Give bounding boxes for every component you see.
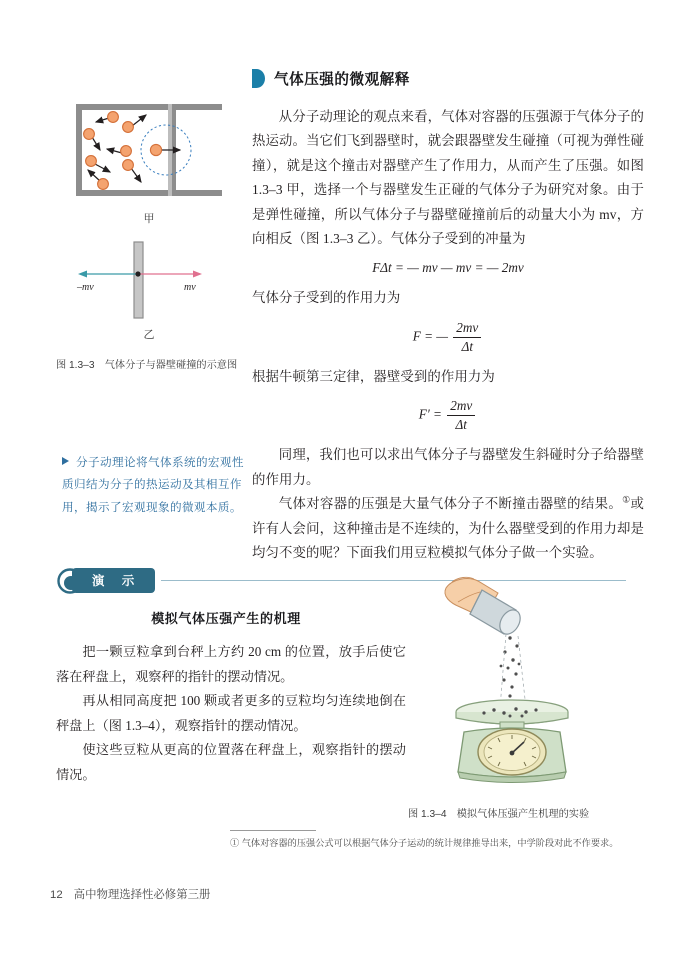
paragraph-4: 同理，我们也可以求出气体分子与器壁发生斜碰时分子给器壁的作用力。 [252,447,644,487]
paragraph-3: 根据牛顿第三定律，器壁受到的作用力为 [252,368,495,384]
book-title: 高中物理选择性必修第三册 [73,889,211,901]
page-footer [50,886,210,902]
gas-container-diagram [56,96,222,208]
falling-beans [500,636,521,703]
page-number: 12 [50,889,63,901]
scale-body [458,728,566,783]
footnote-marker: ① [622,494,631,505]
beans-scale-illustration [412,572,612,790]
main-column [252,68,644,566]
figure-133-group [56,96,242,342]
formula-reaction-numerator: 2mv [447,398,475,416]
paragraph-2: 气体分子受到的作用力为 [252,290,401,306]
formula-force-numerator: 2mv [453,320,481,338]
formula-force-lhs: F = — [412,328,448,344]
scale-pan [456,700,568,724]
formula-force-fraction [453,320,481,355]
demo-paragraph-1: 把一颗豆粒拿到台秤上方约 20 cm 的位置，放手后使它落在秤盘上，观察秤的指针的摆动情况。 [56,644,406,684]
paragraph-5 [252,492,644,566]
cup-icon [470,590,524,638]
formula-reaction-denominator: Δt [455,417,467,433]
figure-133-panel-a-label: 甲 [143,213,155,225]
side-note [62,452,244,519]
demo-badge-label: 演 示 [72,568,155,593]
demo-body [56,640,406,787]
figure-133-panel-a [56,96,222,208]
formula-reaction-fraction [447,398,475,433]
formula-impulse: FΔt = — mv — mv = — 2mv [372,260,524,276]
section-title: 气体压强的微观解释 [274,72,410,88]
footnote-text: ① 气体对容器的压强公式可以根据气体分子运动的统计规律推导出来，中学阶段对此不作要求。 [230,838,619,848]
figure-134 [412,572,612,790]
paragraph-1: 从分子动理论的观点来看，气体对容器的压强源于气体分子的热运动。当它们飞到器壁时，就会跟器壁发生碰撞（可视为弹性碰撞），就是这个撞击对器壁产生了作用力，从而产生了压强。如图 1.3–3 甲，选择一个与器壁发生正碰的气体分子为研究对象。由于是弹性碰撞，所以气体分子与器壁碰撞前后的动量大小为 mv，方向相反（图 1.3–3 乙）。气体分子受到的冲量为 [252,109,644,246]
figure-133-panel-b [56,240,222,332]
formula-force [252,320,644,355]
figure-134-caption: 图 1.3–4 模拟气体压强产生机理的实验 [408,809,590,820]
paragraph-5-text: 气体对容器的压强是大量气体分子不断撞击器壁的结果。①或许有人会问，这种撞击是不连续的，为什么器壁受到的作用力却是均匀不变的呢？下面我们用豆粒模拟气体分子做一个实验。 [252,494,645,561]
demo-paragraph-3: 使这些豆粒从更高的位置落在秤盘上，观察指针的摆动情况。 [56,742,406,782]
formula-reaction [252,398,644,433]
triangle-right-icon [62,457,69,465]
figure-133-panel-b-label: 乙 [143,329,155,341]
formula-force-denominator: Δt [461,338,473,354]
demo-paragraph-2: 再从相同高度把 100 颗或者更多的豆粒均匀连续地倒在秤盘上（图 1.3–4），观察指针的摆动情况。 [56,693,406,733]
figure-133-caption: 图 1.3–3 气体分子与器壁碰撞的示意图 [56,360,238,371]
section-heading [252,68,644,89]
footnote-divider [230,830,316,831]
vector-right-label: mv [184,282,196,293]
demo-title: 模拟气体压强产生的机理 [151,611,301,626]
formula-reaction-lhs: F′ = [418,406,442,422]
momentum-vector-diagram [56,240,222,332]
vector-left-label: –mv [77,282,94,293]
side-note-text: 分子动理论将气体系统的宏观性质归结为分子的热运动及其相互作用，揭示了宏观现象的微观本质。 [62,456,244,514]
section-marker-icon [252,69,265,88]
